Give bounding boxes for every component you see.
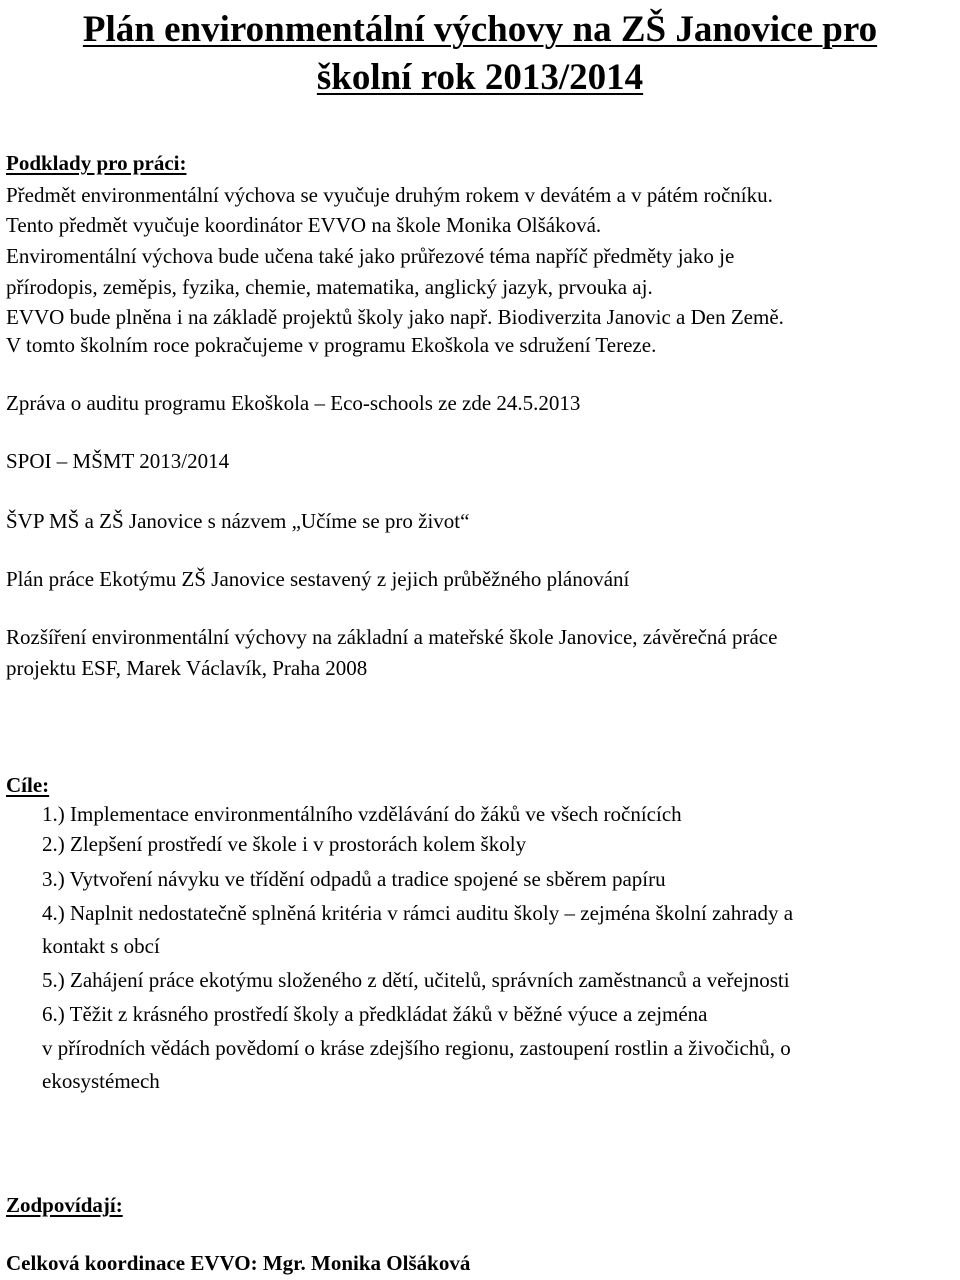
koordinace-line: Celková koordinace EVVO: Mgr. Monika Olšáková — [6, 1251, 471, 1275]
document-title — [0, 6, 960, 102]
podklady-heading: Podklady pro práci: — [6, 151, 187, 175]
cile-heading: Cíle: — [6, 773, 50, 797]
goal-item: 3.) Vytvoření návyku ve třídění odpadů a tradice spojené se sběrem papíru — [42, 867, 666, 891]
goal-item: 1.) Implementace environmentálního vzdělávání do žáků ve všech ročnících — [42, 802, 682, 826]
source-plan: Plán práce Ekotýmu ZŠ Janovice sestavený z jejich průběžného plánování — [6, 567, 630, 591]
goal-item: 4.) Naplnit nedostatečně splněná kritéria v rámci auditu školy – zejména školní zahrady a — [42, 901, 794, 925]
goal-item: 5.) Zahájení práce ekotýmu složeného z dětí, učitelů, správních zaměstnanců a veřejnosti — [42, 968, 790, 992]
source-svp: ŠVP MŠ a ZŠ Janovice s názvem „Učíme se pro život“ — [6, 509, 470, 533]
source-rozsireni-line-1: Rozšíření environmentální výchovy na základní a mateřské škole Janovice, závěrečná práce — [6, 625, 778, 649]
goal-item-continuation: ekosystémech — [42, 1069, 160, 1093]
goal-item: 6.) Těžit z krásného prostředí školy a předkládat žáků v běžné výuce a zejména — [42, 1002, 708, 1026]
zodpovidaji-heading: Zodpovídají: — [6, 1193, 123, 1217]
source-rozsireni-line-2: projektu ESF, Marek Václavík, Praha 2008 — [6, 656, 368, 680]
source-spoi: SPOI – MŠMT 2013/2014 — [6, 449, 230, 473]
source-zprava: Zpráva o auditu programu Ekoškola – Eco-schools ze zde 24.5.2013 — [6, 391, 581, 415]
goal-item-continuation: kontakt s obcí — [42, 934, 160, 958]
podklady-line: V tomto školním roce pokračujeme v programu Ekoškola ve sdružení Tereze. — [6, 333, 657, 357]
title-line-2: školní rok 2013/2014 — [316, 57, 644, 98]
podklady-line: Tento předmět vyučuje koordinátor EVVO na škole Monika Olšáková. — [6, 213, 602, 237]
goal-item-continuation: v přírodních vědách povědomí o kráse zdejšího regionu, zastoupení rostlin a živočichů, o — [42, 1036, 791, 1060]
goal-item: 2.) Zlepšení prostředí ve škole i v prostorách kolem školy — [42, 832, 527, 856]
podklady-line: EVVO bude plněna i na základě projektů školy jako např. Biodiverzita Janovic a Den Země. — [6, 305, 784, 329]
podklady-line: Enviromentální výchova bude učena také jako průřezové téma napříč předměty jako je — [6, 244, 735, 268]
title-line-1: Plán environmentální výchovy na ZŠ Janovice pro — [82, 9, 878, 50]
podklady-line: Předmět environmentální výchova se vyučuje druhým rokem v devátém a v pátém ročníku. — [6, 183, 773, 207]
podklady-line: přírodopis, zeměpis, fyzika, chemie, matematika, anglický jazyk, prvouka aj. — [6, 275, 653, 299]
